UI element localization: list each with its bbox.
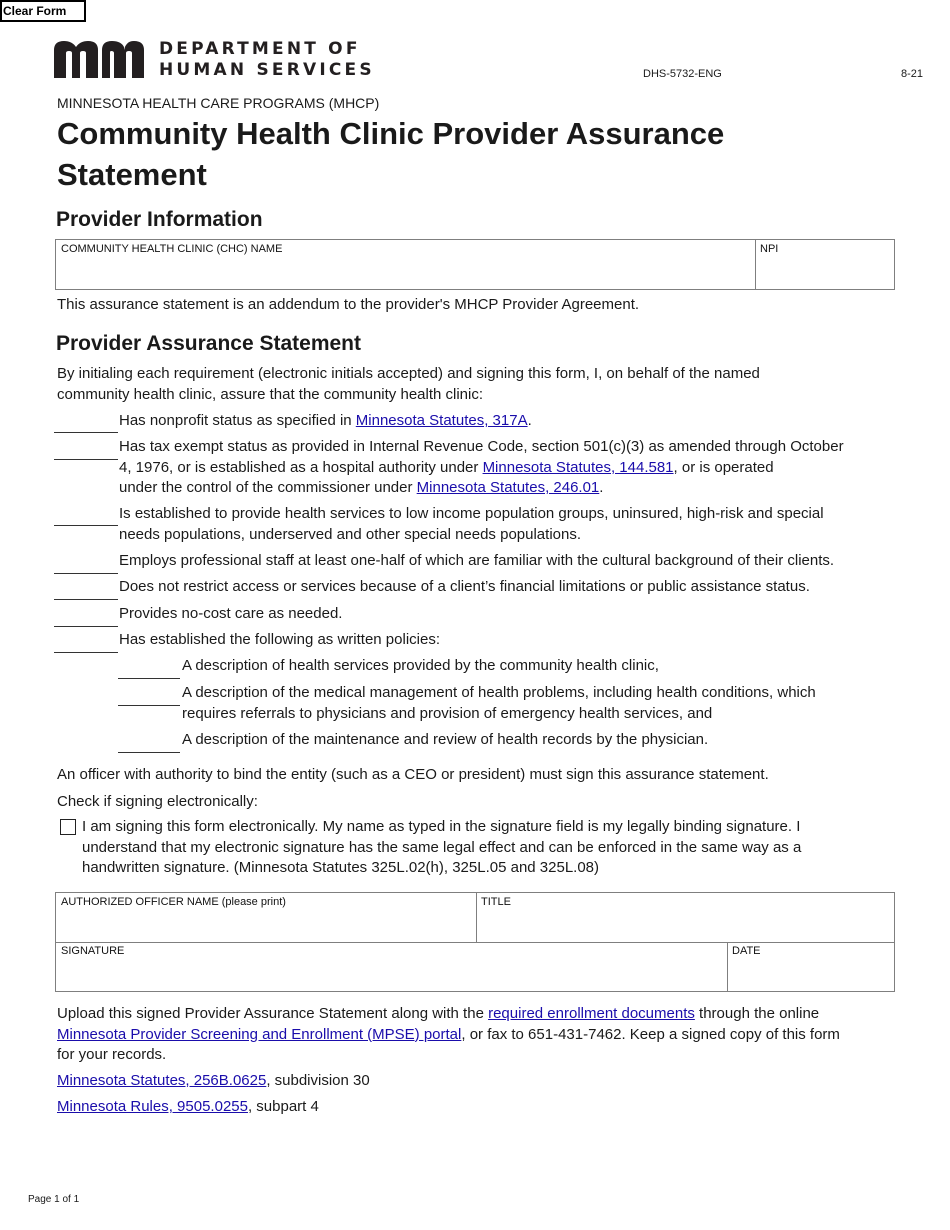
date-field[interactable]	[728, 943, 894, 991]
upload-instructions: Upload this signed Provider Assurance Statement along with the required enrollment documents through the online Minnesota Provider Screening and Enrollment (MPSE) portal, or fax to 651-431-7462. Keep a signed copy of this form for your records.	[57, 1005, 840, 1063]
page-title: Community Health Clinic Provider Assurance Statement	[57, 116, 725, 192]
requirement-7: Has established the following as written policies:	[119, 631, 440, 648]
link-mn-statutes-317a[interactable]: Minnesota Statutes, 317A	[355, 412, 528, 429]
officer-name-field[interactable]	[56, 893, 477, 942]
policy-2: A description of the medical management of health problems, including health conditions, which requires referrals to physicians and provision of emergency health services, and	[182, 684, 816, 722]
signature-label: SIGNATURE	[61, 945, 125, 957]
link-mpse-portal[interactable]: Minnesota Provider Screening and Enrollment (MPSE) portal	[57, 1025, 462, 1043]
form-number: DHS-5732-ENG	[643, 68, 722, 80]
assurance-heading: Provider Assurance Statement	[56, 332, 362, 355]
reference-1: Minnesota Statutes, 256B.0625, subdivision 30	[57, 1072, 370, 1089]
provider-info-heading: Provider Information	[56, 208, 263, 231]
assurance-intro: By initialing each requirement (electronic initials accepted) and signing this form, I, on behalf of the named community health clinic, assure that the community health clinic:	[57, 365, 760, 403]
policy-3: A description of the maintenance and review of health records by the physician.	[182, 731, 709, 748]
esign-statement: I am signing this form electronically. My name as typed in the signature field is my legally binding signature. I understand that my electronic signature has the same legal effect and can be enforced in the same way as a handwritten signature. (Minnesota Statutes 325L.02(h), 325L.05 and 325L.08)	[82, 818, 802, 876]
link-mn-statutes-144581[interactable]: Minnesota Statutes, 144.581	[482, 458, 674, 476]
link-required-enrollment-documents[interactable]: required enrollment documents	[488, 1005, 695, 1022]
requirement-2: Has tax exempt status as provided in Internal Revenue Code, section 501(c)(3) as amended through October 4, 1976, or is established as a hospital authority under Minnesota Statutes, 144.581, or is operated under the control of the commissioner under Minnesota Statutes, 246.01.	[119, 438, 844, 496]
page-number: Page 1 of 1	[28, 1194, 80, 1205]
date-label: DATE	[732, 945, 761, 957]
npi-label: NPI	[760, 243, 779, 255]
requirement-3: Is established to provide health services to low income population groups, uninsured, high-risk and special needs populations, underserved and other special needs populations.	[119, 505, 824, 543]
program-name: MINNESOTA HEALTH CARE PROGRAMS (MHCP)	[57, 95, 380, 111]
logo-text-line2: HUMAN SERVICES	[159, 60, 375, 80]
initial-field-7b[interactable]	[118, 705, 180, 706]
chc-name-field[interactable]	[56, 240, 756, 289]
link-mn-statutes-24601[interactable]: Minnesota Statutes, 246.01	[416, 479, 600, 496]
logo-text-line1: DEPARTMENT OF	[159, 39, 361, 59]
title-label: TITLE	[481, 896, 511, 908]
signature-block	[55, 892, 895, 992]
esign-checkbox[interactable]	[60, 819, 76, 835]
initial-field-6[interactable]	[54, 626, 118, 627]
npi-field[interactable]	[756, 240, 894, 289]
requirement-6: Provides no-cost care as needed.	[119, 605, 343, 622]
requirement-4: Employs professional staff at least one-half of which are familiar with the cultural background of their clients.	[119, 552, 835, 569]
addendum-note: This assurance statement is an addendum to the provider's MHCP Provider Agreement.	[57, 296, 640, 313]
link-mn-statutes-256b0625[interactable]: Minnesota Statutes, 256B.0625	[57, 1072, 267, 1089]
reference-2: Minnesota Rules, 9505.0255, subpart 4	[57, 1098, 319, 1115]
initial-field-5[interactable]	[54, 599, 118, 600]
policy-1: A description of health services provided by the community health clinic,	[182, 657, 659, 674]
mn-logo-icon	[54, 40, 146, 80]
initial-field-1[interactable]	[54, 432, 118, 433]
requirement-5: Does not restrict access or services because of a client’s financial limitations or public assistance status.	[119, 578, 810, 595]
initial-field-7a[interactable]	[118, 678, 180, 679]
esign-check-label: Check if signing electronically:	[57, 793, 258, 810]
initial-field-2[interactable]	[54, 459, 118, 460]
initial-field-7c[interactable]	[118, 752, 180, 753]
clear-form-button[interactable]: Clear Form	[0, 0, 86, 22]
form-date: 8-21	[901, 68, 924, 80]
initial-field-3[interactable]	[54, 525, 118, 526]
signature-field[interactable]	[56, 943, 728, 991]
title-field[interactable]	[477, 893, 894, 942]
provider-info-fields	[55, 239, 895, 290]
officer-note: An officer with authority to bind the entity (such as a CEO or president) must sign this assurance statement.	[57, 766, 769, 783]
chc-name-label: COMMUNITY HEALTH CLINIC (CHC) NAME	[61, 243, 283, 255]
officer-name-label: AUTHORIZED OFFICER NAME (please print)	[61, 896, 286, 908]
requirement-1: Has nonprofit status as specified in Minnesota Statutes, 317A.	[119, 412, 532, 429]
link-mn-rules-95050255[interactable]: Minnesota Rules, 9505.0255	[57, 1098, 248, 1115]
initial-field-4[interactable]	[54, 573, 118, 574]
initial-field-7[interactable]	[54, 652, 118, 653]
